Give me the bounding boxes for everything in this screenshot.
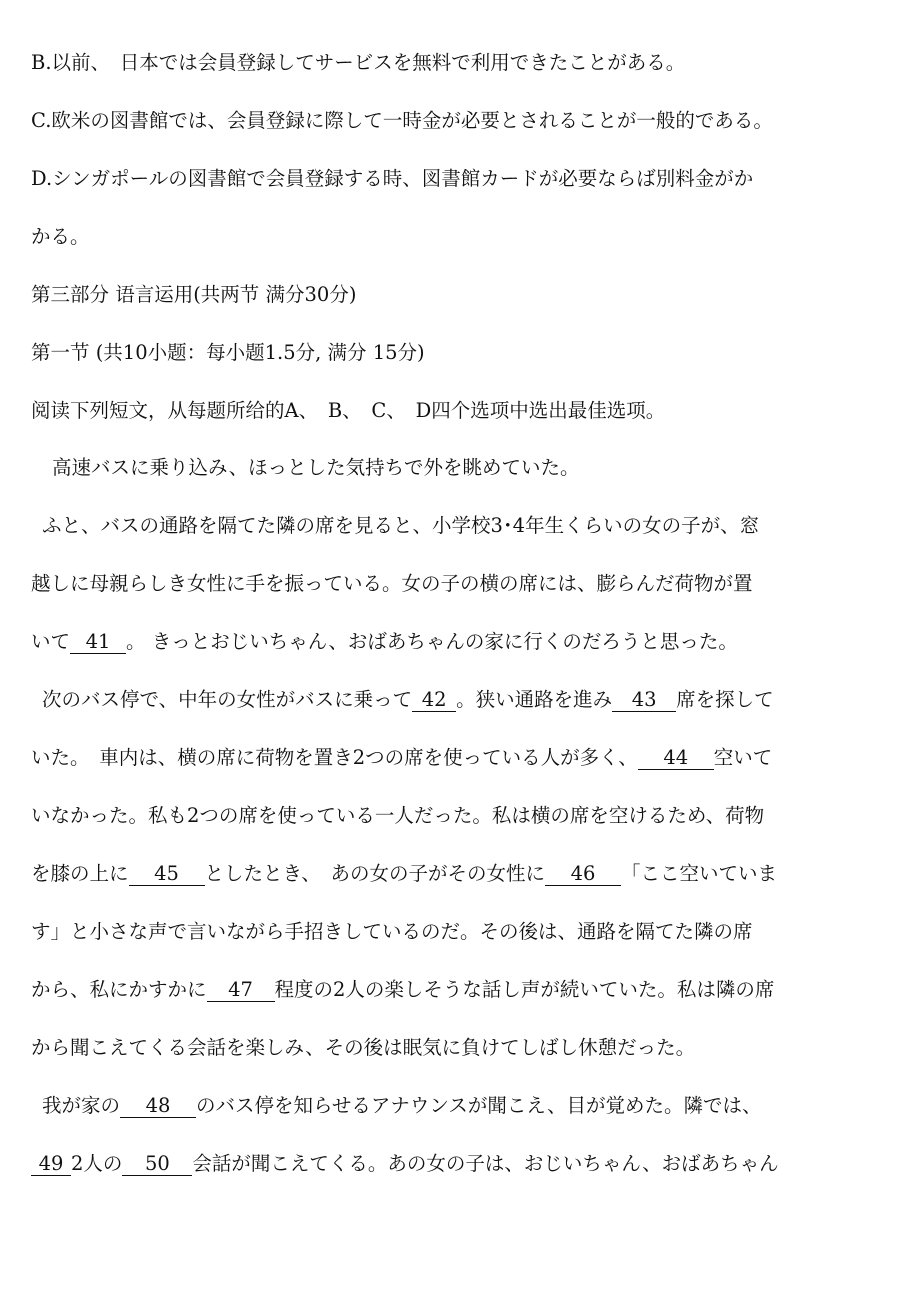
blank-49: 49 bbox=[31, 1153, 71, 1176]
passage-p3-line-5: す」と小さな声で言いながら手招きしているのだ。その後は、通路を隔てた隣の席 bbox=[31, 920, 753, 943]
passage-p3-line-7: から聞こえてくる会話を楽しみ、その後は眠気に負けてしばし休憩だった。 bbox=[31, 1036, 696, 1059]
section1-heading: 第一节 (共10小题：每小题1.5分, 满分 15分) bbox=[31, 341, 425, 364]
text-segment: を膝の上に bbox=[31, 862, 129, 885]
text-segment: 2人の bbox=[71, 1152, 123, 1175]
blank-42: 42 bbox=[412, 689, 456, 712]
text-segment: としたとき、 あの女の子がその女性に bbox=[204, 862, 545, 885]
text-segment: から、私にかすかに bbox=[31, 978, 207, 1001]
passage-p4-line-2 bbox=[31, 1151, 779, 1177]
text-segment: 程度の2人の楽しそうな話し声が続いていた。私は隣の席 bbox=[274, 978, 775, 1001]
text-segment: 空いて bbox=[713, 746, 773, 769]
passage-p3-line-3: いなかった。私も2つの席を使っている一人だった。私は横の席を空けるため、荷物 bbox=[31, 804, 765, 827]
passage-p2-line-3 bbox=[31, 629, 738, 655]
option-c: C.欧米の図書館では、会員登録に際して一時金が必要とされることが一般的である。 bbox=[31, 109, 773, 132]
passage-p3-line-4 bbox=[31, 861, 777, 887]
blank-47: 47 bbox=[207, 979, 275, 1002]
text-segment: 席を探して bbox=[676, 688, 774, 711]
passage-p3-line-2 bbox=[31, 745, 772, 771]
passage-p3-line-1 bbox=[42, 687, 774, 713]
passage-paragraph-1: 高速バスに乗り込み、ほっとした気持ちで外を眺めていた。 bbox=[52, 456, 580, 479]
option-d-line-1: D.シンガポールの図書館で会員登録する時、図書館カードが必要ならば別料金がか bbox=[31, 167, 754, 190]
text-segment: 「ここ空いていま bbox=[621, 862, 778, 885]
blank-44: 44 bbox=[638, 747, 714, 770]
option-b: B.以前、 日本では会員登録してサービスを無料で利用できたことがある。 bbox=[31, 51, 686, 74]
blank-50: 50 bbox=[122, 1153, 192, 1176]
passage-p4-line-1 bbox=[42, 1093, 762, 1119]
option-d-line-2: かる。 bbox=[31, 225, 90, 248]
text-segment: いた。 車内は、横の席に荷物を置き2つの席を使っている人が多く、 bbox=[31, 746, 638, 769]
text-segment: 次のバス停で、中年の女性がバスに乗って bbox=[42, 688, 413, 711]
passage-p2-line-2: 越しに母親らしき女性に手を振っている。女の子の横の席には、膨らんだ荷物が置 bbox=[31, 572, 753, 595]
part3-title: 第三部分 语言运用(共两节 满分30分) bbox=[31, 283, 357, 306]
text-segment: いて bbox=[31, 630, 71, 653]
blank-45: 45 bbox=[129, 863, 205, 886]
text-segment: のバス停を知らせるアナウンスが聞こえ、目が覚めた。隣では、 bbox=[196, 1094, 762, 1117]
passage-p2-line-1: ふと、バスの通路を隔てた隣の席を見ると、小学校3･4年生くらいの女の子が、窓 bbox=[42, 514, 760, 537]
blank-48: 48 bbox=[120, 1095, 196, 1118]
passage-p3-line-6 bbox=[31, 977, 774, 1003]
instruction: 阅读下列短文，从每题所给的A、 B、 C、 D四个选项中选出最佳选项。 bbox=[31, 399, 666, 422]
text-segment: 我が家の bbox=[42, 1094, 121, 1117]
blank-43: 43 bbox=[612, 689, 676, 712]
text-segment: 。狭い通路を進み bbox=[456, 688, 613, 711]
text-segment: 。 きっとおじいちゃん、おばあちゃんの家に行くのだろうと思った。 bbox=[126, 630, 738, 653]
blank-41: 41 bbox=[70, 631, 126, 654]
text-segment: 会話が聞こえてくる。あの女の子は、おじいちゃん、おばあちゃん bbox=[192, 1152, 779, 1175]
blank-46: 46 bbox=[545, 863, 621, 886]
